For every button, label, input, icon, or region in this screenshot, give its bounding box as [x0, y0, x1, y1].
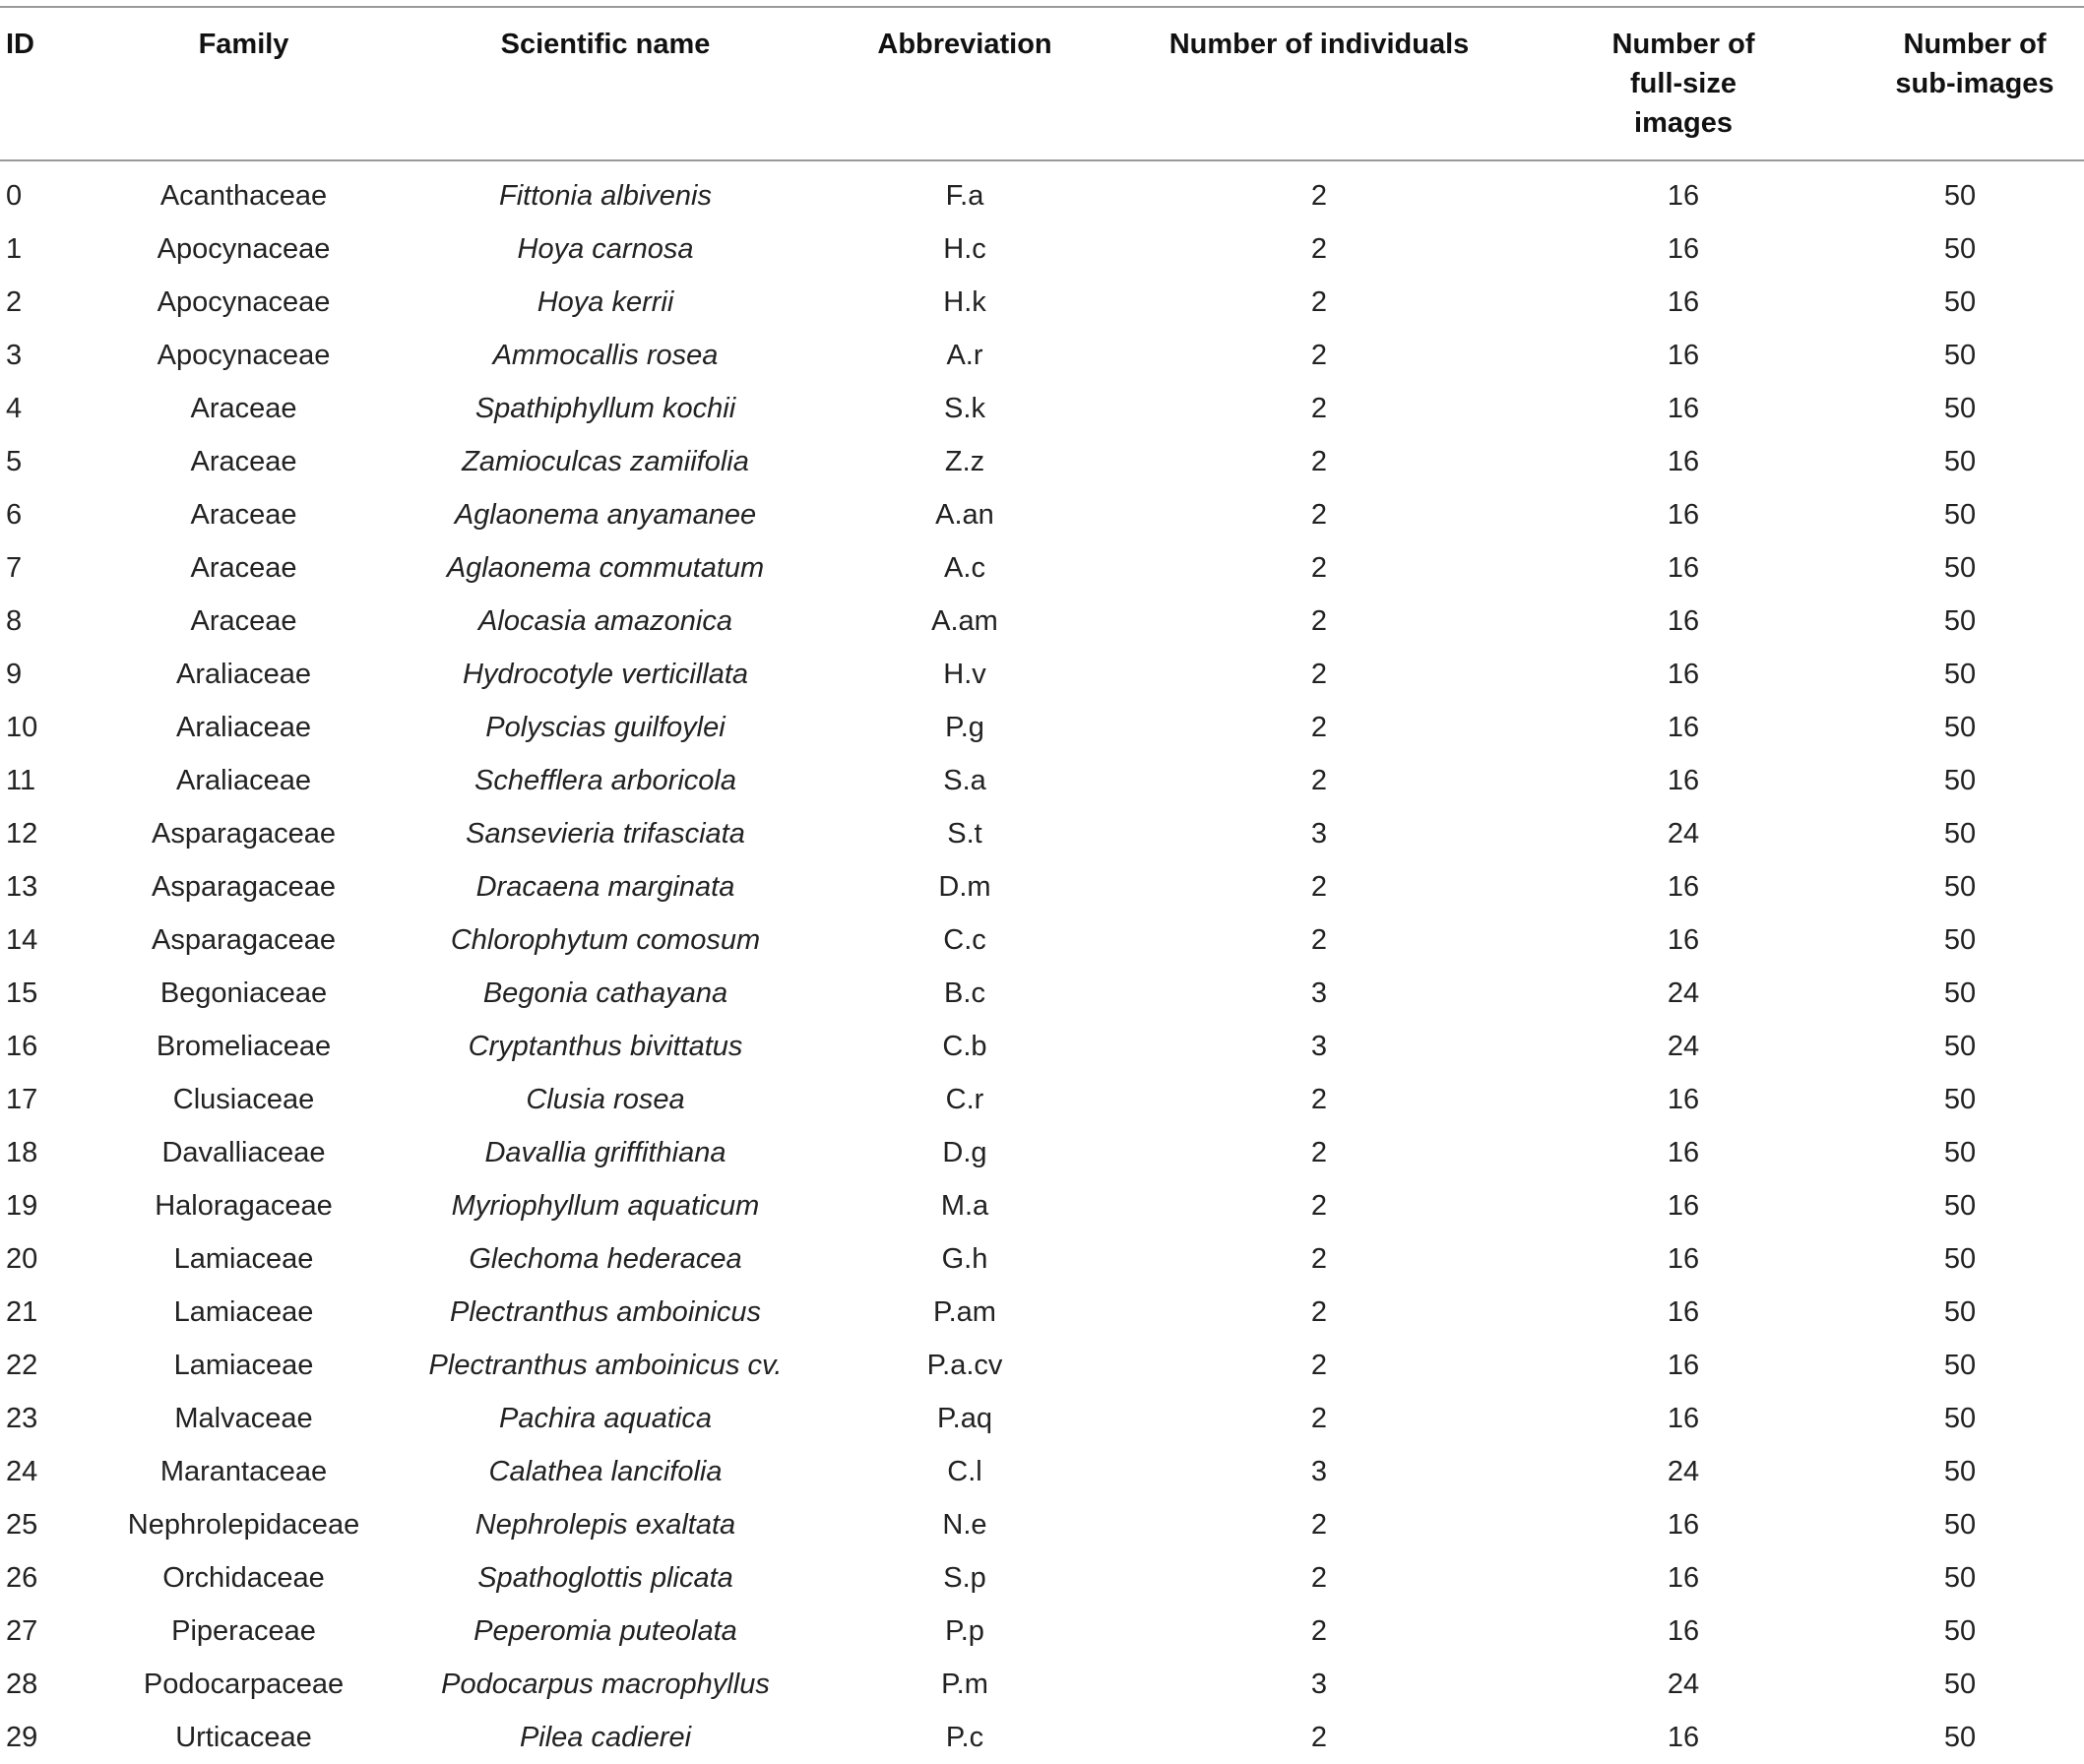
cell-family: Asparagaceae	[151, 924, 337, 956]
cell-number-of-sub-images: 50	[1943, 1456, 1977, 1487]
cell-number-of-sub-images: 50	[1943, 1562, 1977, 1594]
cell-scientific-name: Fittonia albivenis	[499, 180, 712, 212]
cell-family: Urticaceae	[175, 1722, 312, 1753]
table-row	[0, 1286, 2084, 1339]
cell-id: 16	[6, 1031, 38, 1062]
cell-scientific-name: Pilea cadierei	[519, 1722, 692, 1753]
cell-abbreviation: S.t	[947, 818, 982, 850]
cell-number-of-individuals: 2	[1310, 659, 1328, 690]
cell-id: 27	[6, 1615, 38, 1647]
cell-id: 24	[6, 1456, 38, 1487]
table-row	[0, 541, 2084, 595]
cell-abbreviation: C.r	[945, 1084, 984, 1115]
cell-id: 11	[6, 765, 36, 796]
table-row	[0, 435, 2084, 488]
cell-number-of-sub-images: 50	[1943, 446, 1977, 477]
table-row	[0, 648, 2084, 701]
cell-number-of-sub-images: 50	[1943, 499, 1977, 531]
cell-scientific-name: Pachira aquatica	[498, 1403, 713, 1434]
cell-abbreviation: P.m	[941, 1669, 988, 1700]
table-row	[0, 1126, 2084, 1179]
species-table-container	[0, 6, 2084, 1764]
cell-id: 4	[6, 393, 23, 424]
cell-number-of-full-size-images: 16	[1667, 1190, 1700, 1222]
cell-number-of-full-size-images: 16	[1667, 1509, 1700, 1541]
cell-number-of-full-size-images: 16	[1667, 180, 1700, 212]
cell-id: 17	[6, 1084, 38, 1115]
cell-scientific-name: Begonia cathayana	[482, 977, 728, 1009]
cell-number-of-sub-images: 50	[1943, 340, 1977, 371]
table-row	[0, 488, 2084, 541]
cell-scientific-name: Spathiphyllum kochii	[474, 393, 736, 424]
cell-id: 20	[6, 1243, 38, 1275]
cell-number-of-full-size-images: 16	[1667, 499, 1700, 531]
cell-family: Marantaceae	[159, 1456, 328, 1487]
cell-number-of-individuals: 2	[1310, 286, 1328, 318]
cell-number-of-full-size-images: 16	[1667, 1403, 1700, 1434]
cell-scientific-name: Sansevieria trifasciata	[466, 818, 745, 850]
cell-number-of-full-size-images: 16	[1667, 924, 1700, 956]
cell-number-of-full-size-images: 16	[1667, 712, 1700, 743]
cell-number-of-sub-images: 50	[1943, 924, 1977, 956]
cell-abbreviation: H.k	[943, 286, 986, 318]
cell-family: Piperaceae	[171, 1615, 316, 1647]
table-row	[0, 807, 2084, 860]
table-row	[0, 701, 2084, 754]
cell-id: 3	[6, 340, 23, 371]
cell-scientific-name: Hydrocotyle verticillata	[462, 659, 749, 690]
cell-number-of-sub-images: 50	[1943, 1296, 1977, 1328]
cell-abbreviation: C.c	[943, 924, 986, 956]
cell-family: Bromeliaceae	[156, 1031, 332, 1062]
cell-number-of-sub-images: 50	[1943, 1350, 1977, 1381]
cell-family: Araceae	[190, 605, 297, 637]
cell-number-of-individuals: 2	[1310, 1243, 1328, 1275]
cell-scientific-name: Calathea lancifolia	[488, 1456, 723, 1487]
cell-id: 10	[6, 712, 38, 743]
cell-id: 6	[6, 499, 23, 531]
cell-number-of-sub-images: 50	[1943, 1190, 1977, 1222]
cell-id: 9	[6, 659, 23, 690]
cell-number-of-sub-images: 50	[1943, 1403, 1977, 1434]
table-row	[0, 1179, 2084, 1232]
cell-number-of-individuals: 2	[1310, 1562, 1328, 1594]
cell-number-of-full-size-images: 16	[1667, 871, 1700, 903]
header-number-of-full-size-images: Number of full-size images	[1611, 29, 1755, 139]
cell-id: 18	[6, 1137, 38, 1168]
cell-abbreviation: G.h	[941, 1243, 988, 1275]
cell-id: 0	[6, 180, 23, 212]
cell-number-of-individuals: 2	[1310, 1296, 1328, 1328]
cell-family: Araceae	[190, 552, 297, 584]
cell-number-of-full-size-images: 16	[1667, 1296, 1700, 1328]
cell-scientific-name: Plectranthus amboinicus	[450, 1296, 761, 1328]
table-body	[0, 160, 2084, 1764]
cell-family: Asparagaceae	[151, 818, 337, 850]
table-row	[0, 914, 2084, 967]
header-number-of-individuals: Number of individuals	[1168, 29, 1470, 60]
cell-number-of-individuals: 2	[1310, 499, 1328, 531]
cell-number-of-full-size-images: 24	[1667, 1669, 1700, 1700]
cell-number-of-sub-images: 50	[1943, 393, 1977, 424]
cell-number-of-individuals: 2	[1310, 871, 1328, 903]
cell-number-of-full-size-images: 16	[1667, 1084, 1700, 1115]
cell-number-of-individuals: 3	[1310, 1456, 1328, 1487]
cell-abbreviation: S.k	[944, 393, 985, 424]
cell-family: Begoniaceae	[159, 977, 328, 1009]
cell-scientific-name: Hoya kerrii	[537, 286, 674, 318]
table-row	[0, 1658, 2084, 1711]
cell-abbreviation: S.p	[943, 1562, 986, 1594]
cell-abbreviation: P.p	[945, 1615, 984, 1647]
cell-scientific-name: Zamioculcas zamiifolia	[462, 446, 749, 477]
cell-abbreviation: Z.z	[944, 446, 985, 477]
cell-number-of-full-size-images: 16	[1667, 1350, 1700, 1381]
cell-number-of-sub-images: 50	[1943, 1615, 1977, 1647]
cell-scientific-name: Polyscias guilfoylei	[485, 712, 726, 743]
cell-family: Orchidaceae	[162, 1562, 325, 1594]
header-family: Family	[198, 29, 289, 60]
cell-id: 7	[6, 552, 23, 584]
cell-number-of-individuals: 2	[1310, 1137, 1328, 1168]
cell-number-of-sub-images: 50	[1943, 659, 1977, 690]
cell-abbreviation: C.l	[947, 1456, 982, 1487]
cell-abbreviation: H.c	[943, 233, 986, 265]
cell-family: Lamiaceae	[173, 1296, 314, 1328]
cell-family: Araceae	[190, 393, 297, 424]
cell-abbreviation: M.a	[940, 1190, 989, 1222]
cell-family: Lamiaceae	[173, 1350, 314, 1381]
table-row	[0, 1073, 2084, 1126]
cell-number-of-individuals: 3	[1310, 818, 1328, 850]
cell-number-of-full-size-images: 24	[1667, 818, 1700, 850]
species-table	[0, 6, 2084, 1764]
cell-number-of-individuals: 2	[1310, 180, 1328, 212]
cell-number-of-individuals: 2	[1310, 340, 1328, 371]
cell-number-of-individuals: 2	[1310, 712, 1328, 743]
table-row	[0, 276, 2084, 329]
cell-number-of-individuals: 2	[1310, 605, 1328, 637]
cell-number-of-individuals: 2	[1310, 552, 1328, 584]
cell-number-of-individuals: 2	[1310, 446, 1328, 477]
cell-number-of-full-size-images: 24	[1667, 1456, 1700, 1487]
cell-number-of-individuals: 2	[1310, 1509, 1328, 1541]
cell-number-of-individuals: 2	[1310, 1190, 1328, 1222]
cell-scientific-name: Aglaonema commutatum	[446, 552, 765, 584]
cell-number-of-full-size-images: 16	[1667, 1562, 1700, 1594]
cell-scientific-name: Clusia rosea	[526, 1084, 685, 1115]
cell-family: Nephrolepidaceae	[127, 1509, 360, 1541]
cell-scientific-name: Chlorophytum comosum	[450, 924, 761, 956]
cell-abbreviation: A.c	[944, 552, 985, 584]
cell-scientific-name: Podocarpus macrophyllus	[441, 1669, 770, 1700]
cell-number-of-individuals: 2	[1310, 1615, 1328, 1647]
cell-scientific-name: Spathoglottis plicata	[477, 1562, 733, 1594]
cell-number-of-individuals: 2	[1310, 1084, 1328, 1115]
cell-scientific-name: Nephrolepis exaltata	[474, 1509, 736, 1541]
cell-id: 14	[6, 924, 38, 956]
table-row	[0, 160, 2084, 222]
cell-abbreviation: P.g	[945, 712, 984, 743]
cell-family: Podocarpaceae	[143, 1669, 345, 1700]
cell-family: Acanthaceae	[159, 180, 328, 212]
cell-number-of-individuals: 3	[1310, 1031, 1328, 1062]
cell-family: Araliaceae	[175, 712, 312, 743]
table-row	[0, 1711, 2084, 1764]
table-row	[0, 754, 2084, 807]
cell-number-of-full-size-images: 16	[1667, 765, 1700, 796]
cell-number-of-sub-images: 50	[1943, 765, 1977, 796]
header-abbreviation: Abbreviation	[877, 29, 1052, 60]
cell-number-of-individuals: 2	[1310, 393, 1328, 424]
cell-number-of-sub-images: 50	[1943, 1669, 1977, 1700]
cell-id: 29	[6, 1722, 38, 1753]
cell-scientific-name: Aglaonema anyamanee	[454, 499, 757, 531]
table-row	[0, 1232, 2084, 1286]
cell-abbreviation: F.a	[945, 180, 984, 212]
cell-abbreviation: A.am	[931, 605, 998, 637]
cell-number-of-individuals: 2	[1310, 924, 1328, 956]
cell-scientific-name: Dracaena marginata	[475, 871, 735, 903]
cell-family: Araliaceae	[175, 765, 312, 796]
cell-number-of-full-size-images: 16	[1667, 659, 1700, 690]
table-row	[0, 1445, 2084, 1498]
cell-id: 21	[6, 1296, 38, 1328]
cell-number-of-individuals: 3	[1310, 1669, 1328, 1700]
cell-number-of-sub-images: 50	[1943, 286, 1977, 318]
cell-id: 5	[6, 446, 23, 477]
table-row	[0, 1392, 2084, 1445]
cell-family: Haloragaceae	[155, 1190, 333, 1222]
cell-family: Apocynaceae	[157, 233, 331, 265]
cell-abbreviation: A.r	[946, 340, 983, 371]
cell-id: 8	[6, 605, 23, 637]
cell-abbreviation: C.b	[942, 1031, 987, 1062]
cell-number-of-full-size-images: 16	[1667, 233, 1700, 265]
cell-number-of-sub-images: 50	[1943, 1722, 1977, 1753]
cell-number-of-full-size-images: 16	[1667, 1615, 1700, 1647]
cell-number-of-sub-images: 50	[1943, 233, 1977, 265]
table-row	[0, 1551, 2084, 1605]
cell-id: 15	[6, 977, 38, 1009]
cell-number-of-individuals: 2	[1310, 1403, 1328, 1434]
cell-number-of-individuals: 2	[1310, 765, 1328, 796]
cell-number-of-full-size-images: 16	[1667, 393, 1700, 424]
cell-number-of-full-size-images: 16	[1667, 1722, 1700, 1753]
cell-number-of-full-size-images: 16	[1667, 1137, 1700, 1168]
cell-number-of-sub-images: 50	[1943, 1243, 1977, 1275]
cell-family: Malvaceae	[174, 1403, 313, 1434]
cell-number-of-sub-images: 50	[1943, 1084, 1977, 1115]
cell-abbreviation: S.a	[943, 765, 986, 796]
cell-number-of-sub-images: 50	[1943, 552, 1977, 584]
cell-family: Araceae	[190, 499, 297, 531]
cell-number-of-full-size-images: 16	[1667, 1243, 1700, 1275]
table-row	[0, 222, 2084, 276]
cell-number-of-sub-images: 50	[1943, 1509, 1977, 1541]
cell-id: 26	[6, 1562, 38, 1594]
cell-scientific-name: Davallia griffithiana	[484, 1137, 726, 1168]
cell-number-of-sub-images: 50	[1943, 1031, 1977, 1062]
cell-abbreviation: D.m	[938, 871, 991, 903]
header-row	[0, 7, 2084, 160]
cell-id: 12	[6, 818, 38, 850]
cell-id: 1	[6, 233, 23, 265]
cell-scientific-name: Plectranthus amboinicus cv.	[428, 1350, 783, 1381]
cell-abbreviation: P.a.cv	[926, 1350, 1003, 1381]
cell-family: Apocynaceae	[157, 340, 331, 371]
table-row	[0, 329, 2084, 382]
cell-number-of-full-size-images: 16	[1667, 605, 1700, 637]
cell-number-of-sub-images: 50	[1943, 818, 1977, 850]
cell-abbreviation: P.c	[945, 1722, 984, 1753]
table-row	[0, 967, 2084, 1020]
cell-id: 25	[6, 1509, 38, 1541]
cell-family: Asparagaceae	[151, 871, 337, 903]
cell-abbreviation: B.c	[944, 977, 985, 1009]
cell-number-of-individuals: 2	[1310, 1722, 1328, 1753]
cell-id: 19	[6, 1190, 38, 1222]
cell-scientific-name: Schefflera arboricola	[474, 765, 736, 796]
cell-id: 23	[6, 1403, 38, 1434]
cell-number-of-sub-images: 50	[1943, 605, 1977, 637]
cell-abbreviation: N.e	[942, 1509, 987, 1541]
cell-number-of-individuals: 3	[1310, 977, 1328, 1009]
cell-id: 13	[6, 871, 38, 903]
cell-number-of-sub-images: 50	[1943, 977, 1977, 1009]
cell-number-of-full-size-images: 16	[1667, 340, 1700, 371]
cell-family: Davalliaceae	[161, 1137, 326, 1168]
table-row	[0, 1339, 2084, 1392]
cell-id: 22	[6, 1350, 38, 1381]
cell-number-of-sub-images: 50	[1943, 180, 1977, 212]
cell-family: Araliaceae	[175, 659, 312, 690]
cell-scientific-name: Myriophyllum aquaticum	[451, 1190, 760, 1222]
cell-family: Lamiaceae	[173, 1243, 314, 1275]
cell-scientific-name: Alocasia amazonica	[478, 605, 732, 637]
cell-scientific-name: Cryptanthus bivittatus	[468, 1031, 743, 1062]
cell-abbreviation: D.g	[942, 1137, 987, 1168]
header-id: ID	[6, 29, 34, 60]
table-row	[0, 595, 2084, 648]
table-header	[0, 7, 2084, 160]
cell-abbreviation: P.aq	[937, 1403, 992, 1434]
table-row	[0, 382, 2084, 435]
cell-family: Clusiaceae	[172, 1084, 315, 1115]
header-scientific-name: Scientific name	[500, 29, 711, 60]
table-row	[0, 1605, 2084, 1658]
cell-number-of-sub-images: 50	[1943, 712, 1977, 743]
cell-number-of-full-size-images: 24	[1667, 1031, 1700, 1062]
cell-abbreviation: H.v	[943, 659, 986, 690]
cell-number-of-sub-images: 50	[1943, 1137, 1977, 1168]
cell-family: Apocynaceae	[157, 286, 331, 318]
cell-number-of-individuals: 2	[1310, 233, 1328, 265]
cell-number-of-full-size-images: 16	[1667, 446, 1700, 477]
cell-family: Araceae	[190, 446, 297, 477]
cell-number-of-full-size-images: 24	[1667, 977, 1700, 1009]
cell-number-of-full-size-images: 16	[1667, 552, 1700, 584]
cell-scientific-name: Ammocallis rosea	[492, 340, 719, 371]
cell-number-of-full-size-images: 16	[1667, 286, 1700, 318]
table-row	[0, 860, 2084, 914]
header-number-of-sub-images: Number of sub-images	[1895, 29, 2054, 99]
cell-number-of-sub-images: 50	[1943, 871, 1977, 903]
cell-abbreviation: P.am	[933, 1296, 996, 1328]
cell-scientific-name: Glechoma hederacea	[469, 1243, 742, 1275]
cell-scientific-name: Hoya carnosa	[517, 233, 694, 265]
cell-id: 28	[6, 1669, 38, 1700]
cell-id: 2	[6, 286, 23, 318]
table-row	[0, 1498, 2084, 1551]
table-row	[0, 1020, 2084, 1073]
cell-abbreviation: A.an	[935, 499, 994, 531]
cell-number-of-individuals: 2	[1310, 1350, 1328, 1381]
cell-scientific-name: Peperomia puteolata	[474, 1615, 737, 1647]
